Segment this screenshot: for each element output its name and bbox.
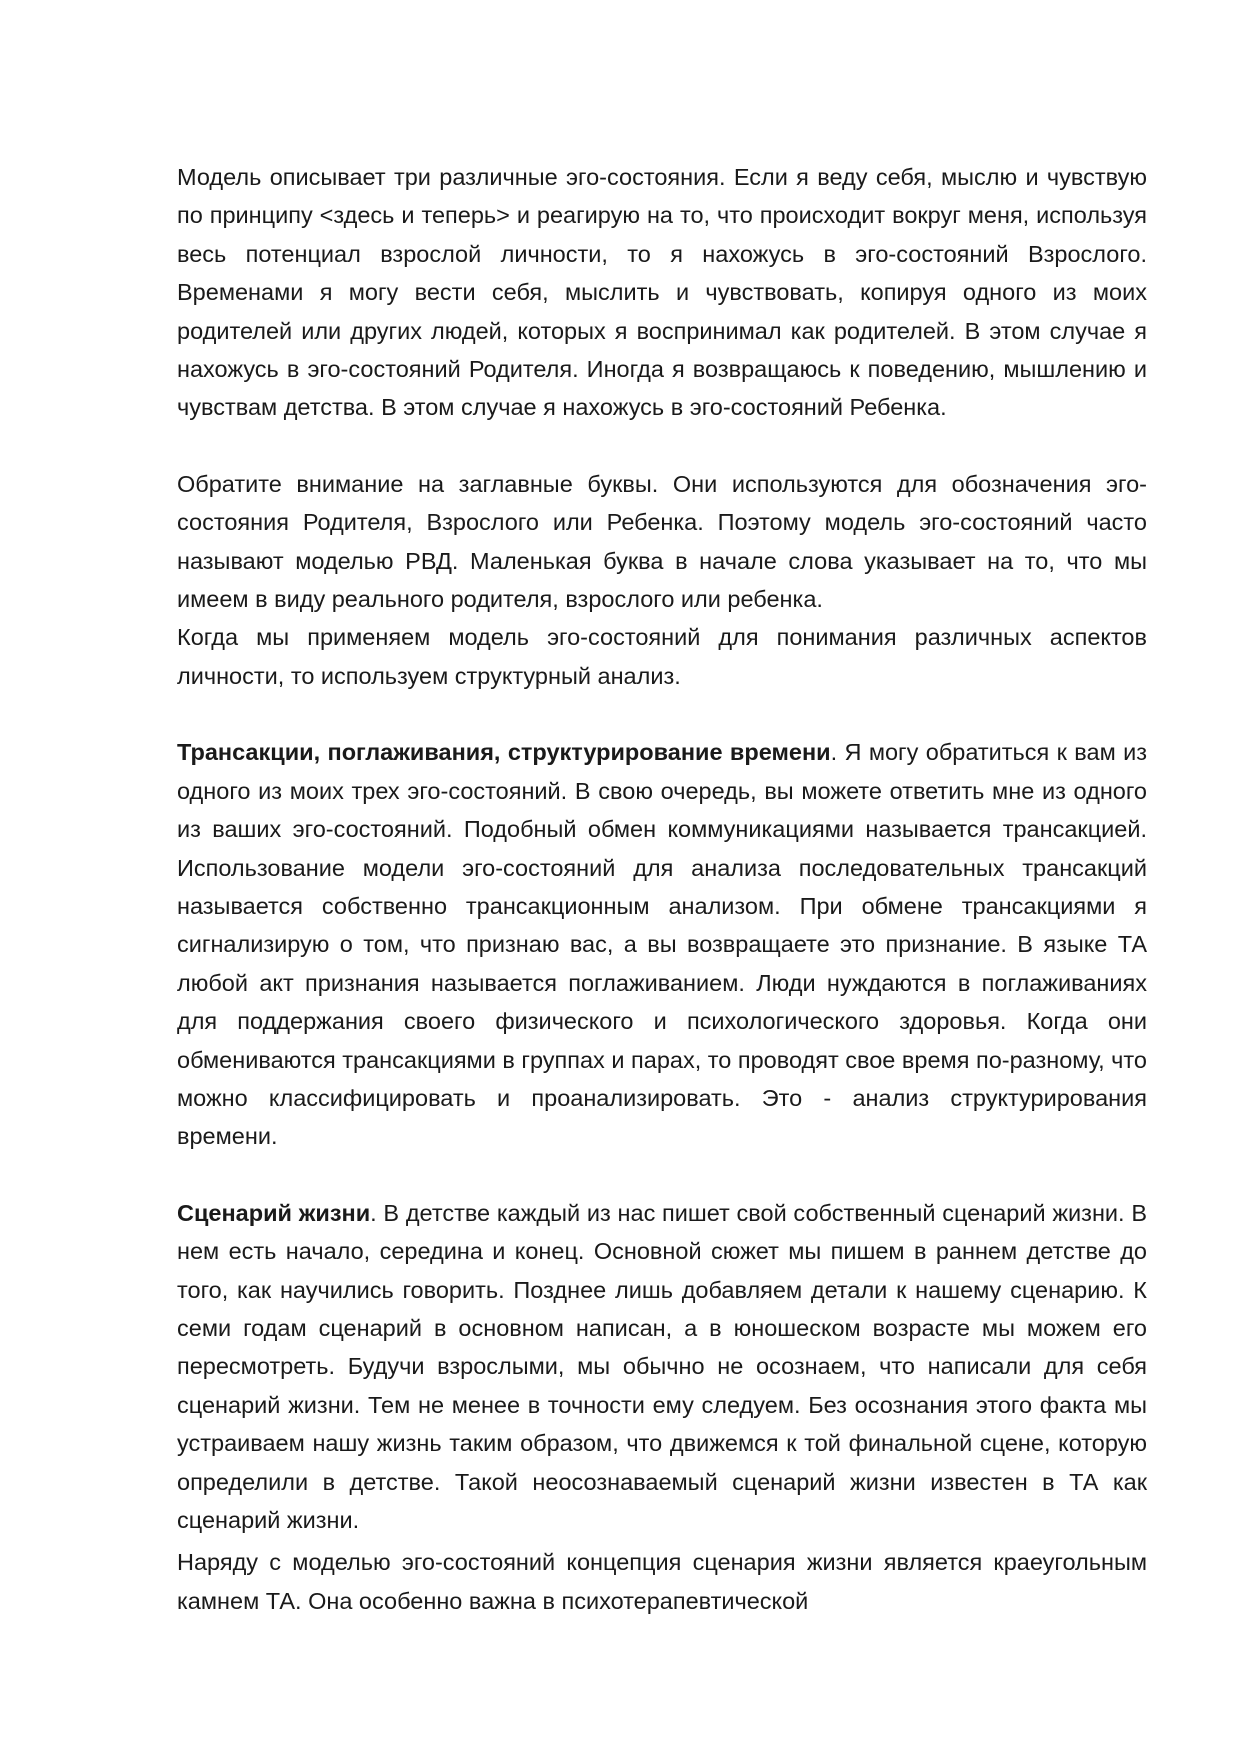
paragraph-text: . Я могу обратиться к вам из одного из моих трех эго-состояний. В свою очередь, вы можете ответить мне из одного из ваших эго-состояний. Подобный обмен коммуникациями называется трансакцией. Использование модели эго-состояний для анализа последовательных трансакций называется собственно трансакционным анализом. При обмене трансакциями я сигнализирую о том, что признаю вас, а вы возвращаете это признание. В языке ТА любой акт признания называется поглаживанием. Люди нуждаются в поглаживаниях для поддержания своего физического и психологического здоровья. Когда они обмениваются трансакциями в группах и парах, то проводят свое время по-разному, что можно классифицировать и проанализировать. Это - анализ структурирования времени. — [177, 739, 1148, 1150]
paragraph-text: Наряду с моделью эго-состояний концепция сценария жизни является краеугольным камнем ТА. Она особенно важна в психотерапевтической — [177, 1549, 1147, 1614]
paragraph-text: Обратите внимание на заглавные буквы. Они используются для обозначения эго-состояния Родителя, Взрослого или Ребенка. Поэтому модель эго-состояний часто называют моделью РВД. Маленькая буква в начале слова указывает на то, что мы имеем в виду реального родителя, взрослого или ребенка. — [177, 470, 1147, 613]
paragraph-spacer — [177, 695, 1147, 733]
paragraph-spacer — [177, 427, 1147, 465]
paragraph-transactions — [177, 733, 1147, 1155]
paragraph-text: Модель описывает три различные эго-состояния. Если я веду себя, мыслю и чувствую по принципу <здесь и теперь> и реагирую на то, что происходит вокруг меня, используя весь потенциал взрослой личности, то я нахожусь в эго-состояний Взрослого. Временами я могу вести себя, мыслить и чувствовать, копируя одного из моих родителей или других людей, которых я воспринимал как родителей. В этом случае я нахожусь в эго-состояний Родителя. Иногда я возвращаюсь к поведению, мышлению и чувствам детства. В этом случае я нахожусь в эго-состояний Ребенка. — [177, 164, 1147, 421]
paragraph-life-script — [177, 1194, 1147, 1540]
paragraph-text: Когда мы применяем модель эго-состояний для понимания различных аспектов личности, то используем структурный анализ. — [177, 624, 1147, 689]
document-page — [177, 158, 1147, 1620]
paragraph-structural-analysis — [177, 618, 1147, 695]
paragraph-heading: Трансакции, поглаживания, структурирование времени — [177, 739, 831, 766]
paragraph-text: . В детстве каждый из нас пишет свой собственный сценарий жизни. В нем есть начало, середина и конец. Основной сюжет мы пишем в раннем детстве до того, как научились говорить. Позднее лишь добавляем детали к нашему сценарию. К семи годам сценарий в основном написан, а в юношеском возрасте мы можем его пересмотреть. Будучи взрослыми, мы обычно не осознаем, что написали для себя сценарий жизни. Тем не менее в точности ему следуем. Без осознания этого факта мы устраиваем нашу жизнь таким образом, что движемся к той финальной сцене, которую определили в детстве. Такой неосознаваемый сценарий жизни известен в ТА как сценарий жизни. — [177, 1199, 1147, 1533]
paragraph-heading: Сценарий жизни — [177, 1199, 371, 1226]
paragraph-script-concept — [177, 1543, 1147, 1620]
paragraph-ego-states-model — [177, 158, 1147, 427]
paragraph-spacer — [177, 1156, 1147, 1194]
paragraph-capital-letters — [177, 465, 1147, 619]
